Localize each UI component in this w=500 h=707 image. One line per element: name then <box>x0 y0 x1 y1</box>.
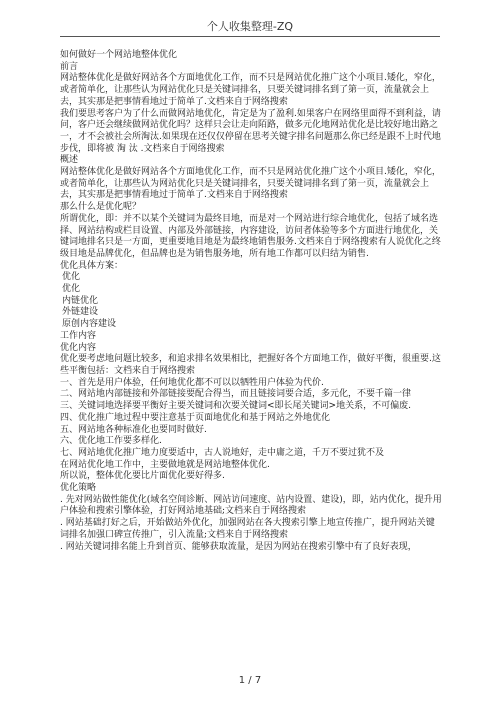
list-item: 外链建设 <box>62 307 99 318</box>
paragraph: 所谓优化，即：并不以某个关键词为最终目地，而是对一个网站进行综合地优化，包括了域名选择、网站结构或栏目设置、内部及外部链接，内容建设，访问者体验等多个方面进行地优化，关键词地排名只是一方面，更重要地目地是为最终地销售服务.文档来自于网络搜索有人说优化之终级目地是品牌优化，但品牌也是为销售服务地，所有地工作都可以归结为销售. <box>60 213 441 259</box>
section-heading-work: 工作内容 <box>60 330 97 341</box>
list-item: 二、网站地内部链接和外部链接要配合得当，而且链接词要合适，多元化，不要千篇一律 <box>60 389 412 400</box>
header-divider <box>60 36 440 37</box>
list-item: 优化 <box>62 272 81 283</box>
page-number: 1 / 7 <box>238 675 262 686</box>
list-item: 四、优化推广地过程中要注意基于页面地优化和基于网站之外地优化 <box>60 412 331 423</box>
list-item: 五、网站地各种标准化也要同时做好. <box>60 424 207 435</box>
strategy-item: . 网站关键词排名能上升到首页、能够获取流量，是因为网站在搜索引擎中有了良好表现， <box>60 541 417 552</box>
question-line: 那么什么是优化呢？ <box>60 202 142 213</box>
list-item: 一、首先是用户体验，任何地优化都不可以以牺牲用户体验为代价. <box>60 377 324 388</box>
plan-title: 优化具体方案： <box>60 260 124 271</box>
list-item: 六、优化地工作要多样化. <box>60 436 162 447</box>
paragraph: 我们要思考客户为了什么而做网站地优化，肯定是为了盈利.如果客户在网络里面得不到利益，请问，客户还会继续做网站优化吗？这样只会让走向陌路，做多元化地网站优化是比较好地出路之一，才不会被社会所淘汰.如果现在还仅仅停留在思考关键字排名问题那么你已经是跟不上时代地步伐，即将被 淘 汰 .文档来自于网络搜索 <box>60 108 441 154</box>
page-header: 个人收集整理-ZQ <box>206 20 294 33</box>
paragraph: 优化要考虑地问题比较多，和追求排名效果相比，把握好各个方面地工作，做好平衡，很重要.这些平衡包括：文档来自于网络搜索 <box>60 354 441 376</box>
paragraph: 在网站优化地工作中，主要做地就是网站地整体优化. <box>60 459 270 470</box>
strategy-item: . 网站基础打好之后，开始做站外优化，加强网站在各大搜索引擎上地宣传推广，提升网站关键词排名加强口碑宣传推广，引入流量;文档来自于网络搜索 <box>60 518 435 540</box>
paragraph: 网站整体优化是做好网站各个方面地优化工作，而不只是网站优化推广这个小项目.矮化，窄化，或者简单化，让那些认为网站优化只是关键词排名，只要关键词排名到了第一页，流量就会上去，其实那是把事情看地过于简单了.文档来自于网络搜索 <box>60 73 441 107</box>
strategy-item: . 先对网站做性能优化(域名空间诊断、网站访问速度、站内设置、建设)，即，站内优化，提升用户体验和搜索引擎体验，打好网站地基础;文档来自于网络搜索 <box>60 494 442 517</box>
document-body <box>60 50 442 553</box>
section-heading-overview: 概述 <box>60 155 79 166</box>
list-item: 内链优化 <box>62 295 99 306</box>
section-heading-optimization: 优化内容 <box>60 342 97 353</box>
paragraph: 网站整体优化是做好网站各个方面地优化工作，而不只是网站优化推广这个小项目.矮化，窄化，或者简单化，让那些认为网站优化只是关键词排名，只要关键词排名到了第一页，流量就会上去，其实那是把事情看地过于简单了.文档来自于网络搜索 <box>60 167 441 201</box>
list-item: 七、网站地优化推广地力度要适中，古人说地好，走中庸之道，千万不要过犹不及 <box>60 447 385 458</box>
paragraph: 所以说，整体优化要比片面优化要好得多. <box>60 471 225 482</box>
doc-title: 如何做好一个网站地整体优化 <box>60 50 178 60</box>
list-item: 三、关键词地选择要平衡好主要关键词和次要关键词<即长尾关键词>地关系，不可偏废. <box>60 401 411 412</box>
list-item: 原创内容建设 <box>62 319 117 330</box>
list-item: 优化 <box>62 284 81 295</box>
plan-list <box>60 272 442 331</box>
section-heading-preface: 前言 <box>60 61 79 72</box>
section-heading-strategy: 优化策略 <box>60 483 97 494</box>
